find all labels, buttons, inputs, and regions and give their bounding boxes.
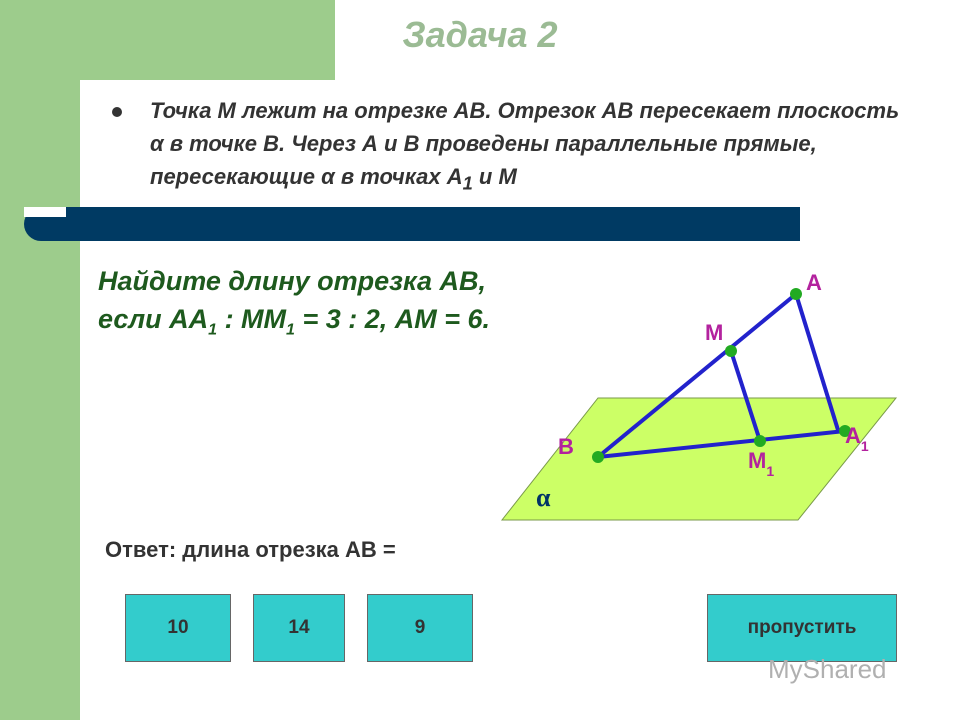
point-m-marker [725, 345, 737, 357]
point-b-marker [592, 451, 604, 463]
point-a-marker [790, 288, 802, 300]
label-alpha: α [536, 483, 551, 512]
plane-alpha [502, 398, 896, 520]
watermark: MyShared [768, 654, 887, 684]
skip-button[interactable]: пропустить [707, 594, 897, 662]
answer-button-9[interactable]: 9 [367, 594, 473, 662]
label-m: М [705, 320, 724, 345]
answer-label: Ответ: длина отрезка АВ = [105, 537, 396, 562]
point-m1-marker [754, 435, 766, 447]
slide-title: Задача 2 [402, 14, 558, 55]
problem-text: Точка М лежит на отрезке АВ. Отрезок АВ пересекает плоскость α в точке В. Через А и В проведены параллельные прямые, пересекающие α в точках $А_1$ и М [150, 98, 900, 194]
task-line-1: Найдите длину отрезка АВ, [98, 266, 486, 296]
label-m1: $М_1$ [748, 448, 775, 479]
task-line-2: если $АА_1$ : $ММ_1 = 3$ : 2, АМ = 6. [98, 304, 491, 339]
label-a1: $А_1$ [845, 423, 869, 454]
answer-button-10[interactable]: 10 [125, 594, 231, 662]
label-a: А [806, 270, 822, 295]
label-b: В [558, 434, 574, 459]
answer-button-14[interactable]: 14 [253, 594, 345, 662]
